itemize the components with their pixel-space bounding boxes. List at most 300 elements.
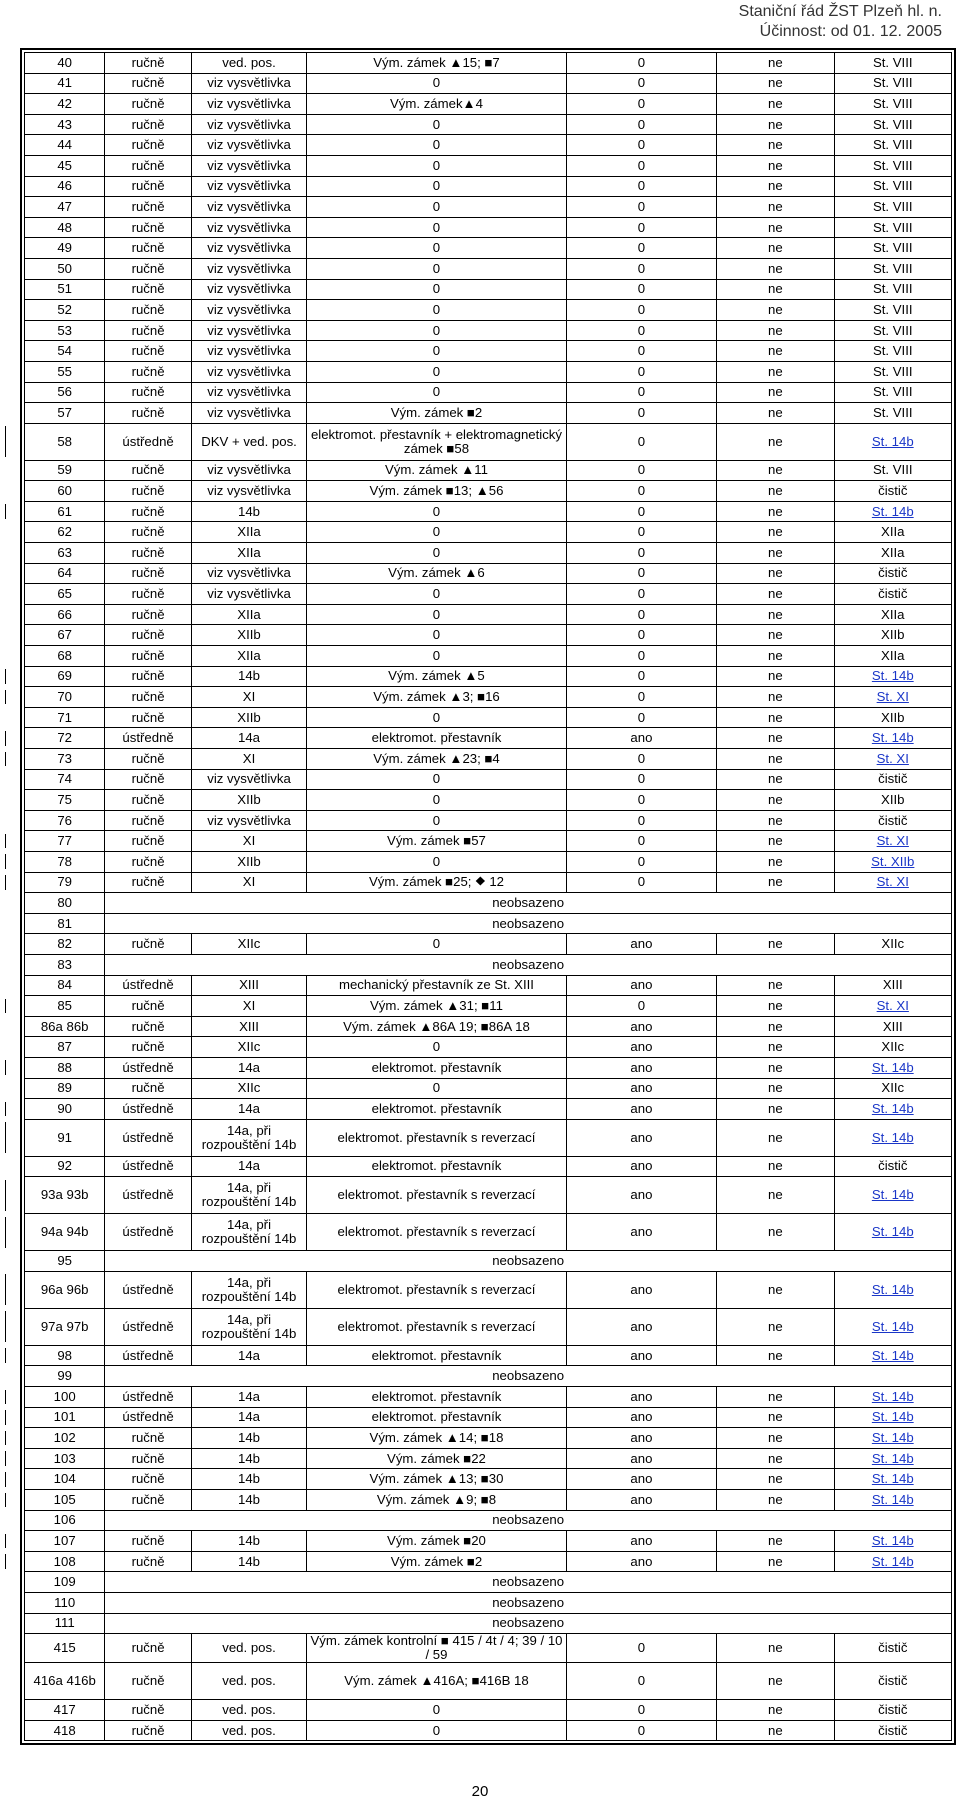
cleaning-link[interactable]: St. XI [876,689,909,705]
cell-cleaning[interactable] [834,1469,951,1490]
table-row [25,1490,952,1511]
cell-cleaning[interactable] [834,666,951,687]
cell-number: 87 [25,1037,105,1058]
cell-lock: ne [717,687,834,708]
cell-heating: 0 [566,1700,716,1721]
cleaning-link[interactable]: St. 14b [871,1059,914,1075]
change-bar [5,1311,6,1342]
cell-lock: ne [717,522,834,543]
cell-number: 415 [25,1634,105,1663]
cell-cleaning[interactable] [834,1531,951,1552]
cell-control: ručně [105,135,192,156]
cell-operated-from: 14a [191,728,306,749]
cell-interlocking: elektromot. přestavník s reverzací [307,1308,567,1345]
cleaning-link[interactable]: St. 14b [871,1450,914,1466]
cell-number: 45 [25,155,105,176]
cell-number: 79 [25,872,105,893]
cell-operated-from: 14b [191,1490,306,1511]
cell-heating: 0 [566,1663,716,1700]
cell-operated-from: ved. pos. [191,1663,306,1700]
cell-unoccupied: neobsazeno [105,1613,952,1634]
cell-heating: ano [566,1469,716,1490]
cell-lock: ne [717,1057,834,1078]
cell-lock: ne [717,996,834,1017]
cell-number: 66 [25,604,105,625]
cell-lock: ne [717,707,834,728]
cell-heating: 0 [566,361,716,382]
cleaning-link[interactable]: St. 14b [871,1471,914,1487]
cell-lock: ne [717,872,834,893]
cell-heating: ano [566,728,716,749]
cell-lock: ne [717,1177,834,1214]
cell-interlocking: 0 [307,114,567,135]
cell-heating: 0 [566,543,716,564]
cell-number: 60 [25,481,105,502]
cell-number: 92 [25,1156,105,1177]
cell-operated-from: ved. pos. [191,1634,306,1663]
cell-heating: ano [566,1177,716,1214]
cell-interlocking: 0 [307,217,567,238]
cleaning-link[interactable]: St. 14b [871,1553,914,1569]
cell-control: ručně [105,217,192,238]
cell-interlocking: 0 [307,341,567,362]
table-row [25,1078,952,1099]
table-row [25,1613,952,1634]
cell-operated-from: XIIa [191,604,306,625]
cell-cleaning: St. VIII [834,460,951,481]
cell-cleaning[interactable] [834,749,951,770]
cell-heating: 0 [566,625,716,646]
cell-number: 103 [25,1448,105,1469]
cell-cleaning: XIIa [834,604,951,625]
cell-lock: ne [717,341,834,362]
table-row [25,913,952,934]
cell-interlocking: Vým. zámek ■2 [307,1551,567,1572]
cell-number: 81 [25,913,105,934]
cell-interlocking: 0 [307,176,567,197]
cleaning-link[interactable]: St. 14b [871,1224,914,1240]
cell-heating: ano [566,1308,716,1345]
cell-operated-from: viz vysvětlivka [191,481,306,502]
cell-cleaning[interactable] [834,1490,951,1511]
cell-cleaning: St. VIII [834,197,951,218]
cell-operated-from: viz vysvětlivka [191,769,306,790]
cell-heating: 0 [566,197,716,218]
cleaning-link[interactable]: St. 14b [871,1187,914,1203]
cell-control: ručně [105,707,192,728]
cell-lock: ne [717,810,834,831]
table-row [25,1663,952,1700]
cell-control: ručně [105,522,192,543]
cell-control: ručně [105,831,192,852]
cell-control: ručně [105,543,192,564]
table-row [25,1469,952,1490]
cell-heating: 0 [566,238,716,259]
cell-cleaning: St. VIII [834,217,951,238]
cell-interlocking: 0 [307,934,567,955]
cleaning-link[interactable]: St. 14b [871,1533,914,1549]
change-bar [5,1493,6,1508]
cell-heating: ano [566,1078,716,1099]
cleaning-link[interactable]: St. XI [876,750,909,766]
cell-number: 80 [25,893,105,914]
cell-number: 74 [25,769,105,790]
table-row [25,790,952,811]
cell-heating: 0 [566,769,716,790]
cell-lock: ne [717,1037,834,1058]
cell-number: 111 [25,1613,105,1634]
cell-heating: 0 [566,1720,716,1741]
page-number: 20 [471,1783,489,1800]
cell-number: 105 [25,1490,105,1511]
cell-lock: ne [717,1551,834,1572]
cell-heating: 0 [566,1634,716,1663]
table-row [25,1271,952,1308]
table-row [25,893,952,914]
cell-heating: ano [566,1490,716,1511]
cell-control: ručně [105,238,192,259]
cell-operated-from: 14b [191,1428,306,1449]
cleaning-link[interactable]: St. XI [876,997,909,1013]
cell-control: ústředně [105,1057,192,1078]
change-bar [5,1102,6,1117]
cell-cleaning: XIIa [834,646,951,667]
cell-heating: 0 [566,604,716,625]
cell-heating: ano [566,1551,716,1572]
cell-operated-from: viz vysvětlivka [191,258,306,279]
cell-cleaning[interactable] [834,1099,951,1120]
cell-interlocking: 0 [307,851,567,872]
cell-interlocking: Vým. zámek ▲31; ■11 [307,996,567,1017]
cell-interlocking: elektromot. přestavník + elektromagnetický zámek ■58 [307,423,567,460]
cell-cleaning[interactable] [834,872,951,893]
cell-cleaning[interactable] [834,1345,951,1366]
cell-control: ručně [105,646,192,667]
cell-cleaning: St. VIII [834,382,951,403]
cell-interlocking: 0 [307,73,567,94]
table-row [25,954,952,975]
change-bar [5,504,6,519]
cell-heating: ano [566,975,716,996]
cell-cleaning: St. VIII [834,300,951,321]
cell-cleaning[interactable] [834,1308,951,1345]
cell-lock: ne [717,501,834,522]
cell-interlocking: 0 [307,320,567,341]
cell-cleaning[interactable] [834,1057,951,1078]
cell-control: ručně [105,53,192,74]
cell-number: 75 [25,790,105,811]
cleaning-link[interactable]: St. 14b [871,1491,914,1507]
cell-operated-from: XI [191,872,306,893]
change-bar [5,690,6,705]
table-row [25,1448,952,1469]
cell-number: 43 [25,114,105,135]
cell-lock: ne [717,361,834,382]
cell-heating: 0 [566,563,716,584]
cleaning-link[interactable]: St. 14b [871,1347,914,1363]
cell-number: 68 [25,646,105,667]
cell-cleaning[interactable] [834,1407,951,1428]
table-row [25,563,952,584]
cell-operated-from: ved. pos. [191,1720,306,1741]
cell-cleaning: XIIc [834,1078,951,1099]
table-row [25,423,952,460]
change-bar [5,854,6,869]
cell-heating: ano [566,1345,716,1366]
cell-interlocking: elektromot. přestavník s reverzací [307,1119,567,1156]
cell-control: ručně [105,1448,192,1469]
cleaning-link[interactable]: St. 14b [871,1409,914,1425]
cell-interlocking: Vým. zámek ▲86A 19; ■86A 18 [307,1016,567,1037]
cell-operated-from: 14a, při rozpouštění 14b [191,1119,306,1156]
cell-control: ústředně [105,1308,192,1345]
cell-cleaning[interactable] [834,1177,951,1214]
cell-control: ručně [105,258,192,279]
cell-operated-from: 14b [191,1531,306,1552]
cell-cleaning: XIIb [834,790,951,811]
cell-cleaning: St. VIII [834,135,951,156]
cell-operated-from: viz vysvětlivka [191,176,306,197]
cell-heating: ano [566,1099,716,1120]
cell-interlocking: Vým. zámek ■57 [307,831,567,852]
table-row [25,604,952,625]
cell-number: 44 [25,135,105,156]
cell-cleaning[interactable] [834,1214,951,1251]
cell-lock: ne [717,176,834,197]
cell-cleaning[interactable] [834,423,951,460]
cell-number: 98 [25,1345,105,1366]
table-row [25,996,952,1017]
cell-interlocking: 0 [307,501,567,522]
cleaning-link[interactable]: St. 14b [871,1388,914,1404]
cell-interlocking: Vým. zámek ▲6 [307,563,567,584]
cell-cleaning[interactable] [834,1387,951,1408]
change-bar [5,1431,6,1446]
cell-operated-from: XI [191,831,306,852]
cell-heating: ano [566,1271,716,1308]
cell-cleaning[interactable] [834,1448,951,1469]
cell-lock: ne [717,481,834,502]
cell-number: 94a 94b [25,1214,105,1251]
cell-lock: ne [717,1490,834,1511]
cell-operated-from: DKV + ved. pos. [191,423,306,460]
cell-cleaning: čistič [834,481,951,502]
cell-control: ručně [105,279,192,300]
cell-number: 96a 96b [25,1271,105,1308]
cell-heating: 0 [566,707,716,728]
cell-lock: ne [717,851,834,872]
cleaning-link[interactable]: St. 14b [871,1129,914,1145]
cell-lock: ne [717,1531,834,1552]
cleaning-link[interactable]: St. XI [876,874,909,890]
cell-cleaning: čistič [834,1720,951,1741]
table-row [25,1720,952,1741]
cell-number: 65 [25,584,105,605]
cell-lock: ne [717,604,834,625]
cell-interlocking: Vým. zámek ■13; ▲56 [307,481,567,502]
cell-lock: ne [717,135,834,156]
cell-control: ručně [105,749,192,770]
cell-operated-from: 14a, při rozpouštění 14b [191,1308,306,1345]
table-row [25,1407,952,1428]
table-row [25,1531,952,1552]
cleaning-link[interactable]: St. 14b [871,1430,914,1446]
cell-cleaning[interactable] [834,1119,951,1156]
cell-operated-from: XIIc [191,1037,306,1058]
table-row [25,1099,952,1120]
cell-cleaning: St. VIII [834,320,951,341]
cell-interlocking: Vým. zámek ▲9; ■8 [307,1490,567,1511]
cell-control: ručně [105,94,192,115]
cell-cleaning[interactable] [834,1551,951,1572]
cell-operated-from: XIII [191,1016,306,1037]
cell-cleaning[interactable] [834,501,951,522]
cell-number: 63 [25,543,105,564]
cell-operated-from: viz vysvětlivka [191,361,306,382]
cell-control: ručně [105,1551,192,1572]
cell-heating: 0 [566,872,716,893]
table-row [25,1551,952,1572]
table-row [25,851,952,872]
cell-lock: ne [717,646,834,667]
cleaning-link[interactable]: St. 14b [871,503,914,519]
cell-control: ústředně [105,1119,192,1156]
cell-cleaning[interactable] [834,687,951,708]
cell-control: ručně [105,382,192,403]
change-bar [5,1451,6,1466]
cell-number: 77 [25,831,105,852]
cell-control: ručně [105,1531,192,1552]
cell-cleaning[interactable] [834,831,951,852]
cell-number: 67 [25,625,105,646]
cell-operated-from: XIIc [191,1078,306,1099]
table-row [25,728,952,749]
cell-lock: ne [717,1720,834,1741]
cell-number: 51 [25,279,105,300]
table-row [25,584,952,605]
table-row [25,53,952,74]
cell-lock: ne [717,53,834,74]
cell-interlocking: Vým. zámek ▲3; ■16 [307,687,567,708]
cell-operated-from: XIIa [191,646,306,667]
table-row [25,176,952,197]
cell-operated-from: 14a [191,1057,306,1078]
cell-cleaning[interactable] [834,728,951,749]
cell-heating: 0 [566,341,716,362]
cell-cleaning: St. VIII [834,238,951,259]
change-bar [5,1122,6,1153]
header-title: Staniční řád ŽST Plzeň hl. n. [738,3,942,20]
cell-interlocking: 0 [307,258,567,279]
cell-control: ručně [105,361,192,382]
cell-operated-from: XIIb [191,707,306,728]
cell-heating: ano [566,934,716,955]
cleaning-link[interactable]: St. 14b [871,1281,914,1297]
cell-number: 95 [25,1251,105,1272]
cell-heating: 0 [566,646,716,667]
cell-cleaning: St. VIII [834,53,951,74]
cell-interlocking: 0 [307,584,567,605]
cleaning-link[interactable]: St. 14b [871,1100,914,1116]
cleaning-link[interactable]: St. 14b [871,730,914,746]
cleaning-link[interactable]: St. XIIb [871,853,915,869]
cell-lock: ne [717,279,834,300]
cell-control: ručně [105,604,192,625]
cleaning-link[interactable]: St. XI [876,833,909,849]
cell-cleaning: St. VIII [834,73,951,94]
cell-lock: ne [717,1428,834,1449]
table-row [25,934,952,955]
cell-operated-from: 14a, při rozpouštění 14b [191,1214,306,1251]
cell-operated-from: viz vysvětlivka [191,94,306,115]
cell-control: ručně [105,872,192,893]
table-row [25,1016,952,1037]
cell-interlocking: Vým. zámek kontrolní ■ 415 / 4t / 4; 39 / 10 / 59 [307,1634,567,1663]
cell-heating: ano [566,1037,716,1058]
cell-number: 48 [25,217,105,238]
cell-interlocking: elektromot. přestavník [307,728,567,749]
table-row [25,73,952,94]
cell-cleaning: St. VIII [834,176,951,197]
cell-operated-from: 14b [191,501,306,522]
cell-operated-from: viz vysvětlivka [191,382,306,403]
cell-control: ručně [105,1663,192,1700]
cell-cleaning[interactable] [834,1271,951,1308]
cell-number: 101 [25,1407,105,1428]
cell-cleaning[interactable] [834,1428,951,1449]
cell-interlocking: 0 [307,361,567,382]
cell-number: 106 [25,1510,105,1531]
cell-interlocking: Vým. zámek ■2 [307,403,567,424]
cell-unoccupied: neobsazeno [105,1510,952,1531]
cell-number: 72 [25,728,105,749]
cell-number: 59 [25,460,105,481]
cleaning-link[interactable]: St. 14b [871,1318,914,1334]
cell-operated-from: 14a [191,1156,306,1177]
cell-interlocking: 0 [307,1078,567,1099]
cell-operated-from: viz vysvětlivka [191,563,306,584]
cell-operated-from: viz vysvětlivka [191,460,306,481]
cell-control: ručně [105,1490,192,1511]
cell-cleaning[interactable] [834,851,951,872]
cell-interlocking: 0 [307,155,567,176]
cell-control: ručně [105,114,192,135]
cell-cleaning: XIIc [834,1037,951,1058]
cell-control: ústředně [105,1407,192,1428]
change-bar [5,1390,6,1405]
cell-cleaning: čistič [834,769,951,790]
cell-number: 47 [25,197,105,218]
cleaning-link[interactable]: St. 14b [871,668,914,684]
cell-cleaning[interactable] [834,996,951,1017]
cell-cleaning: čistič [834,1700,951,1721]
cell-operated-from: XI [191,749,306,770]
cell-lock: ne [717,1016,834,1037]
cell-control: ručně [105,584,192,605]
cell-heating: ano [566,1448,716,1469]
cell-cleaning: St. VIII [834,361,951,382]
cell-control: ručně [105,1078,192,1099]
cell-control: ručně [105,73,192,94]
cell-control: ústředně [105,1345,192,1366]
cell-number: 49 [25,238,105,259]
table-row [25,300,952,321]
cell-operated-from: 14b [191,1448,306,1469]
cell-control: ústředně [105,728,192,749]
cell-operated-from: viz vysvětlivka [191,217,306,238]
cleaning-link[interactable]: St. 14b [871,433,914,449]
table-row [25,831,952,852]
